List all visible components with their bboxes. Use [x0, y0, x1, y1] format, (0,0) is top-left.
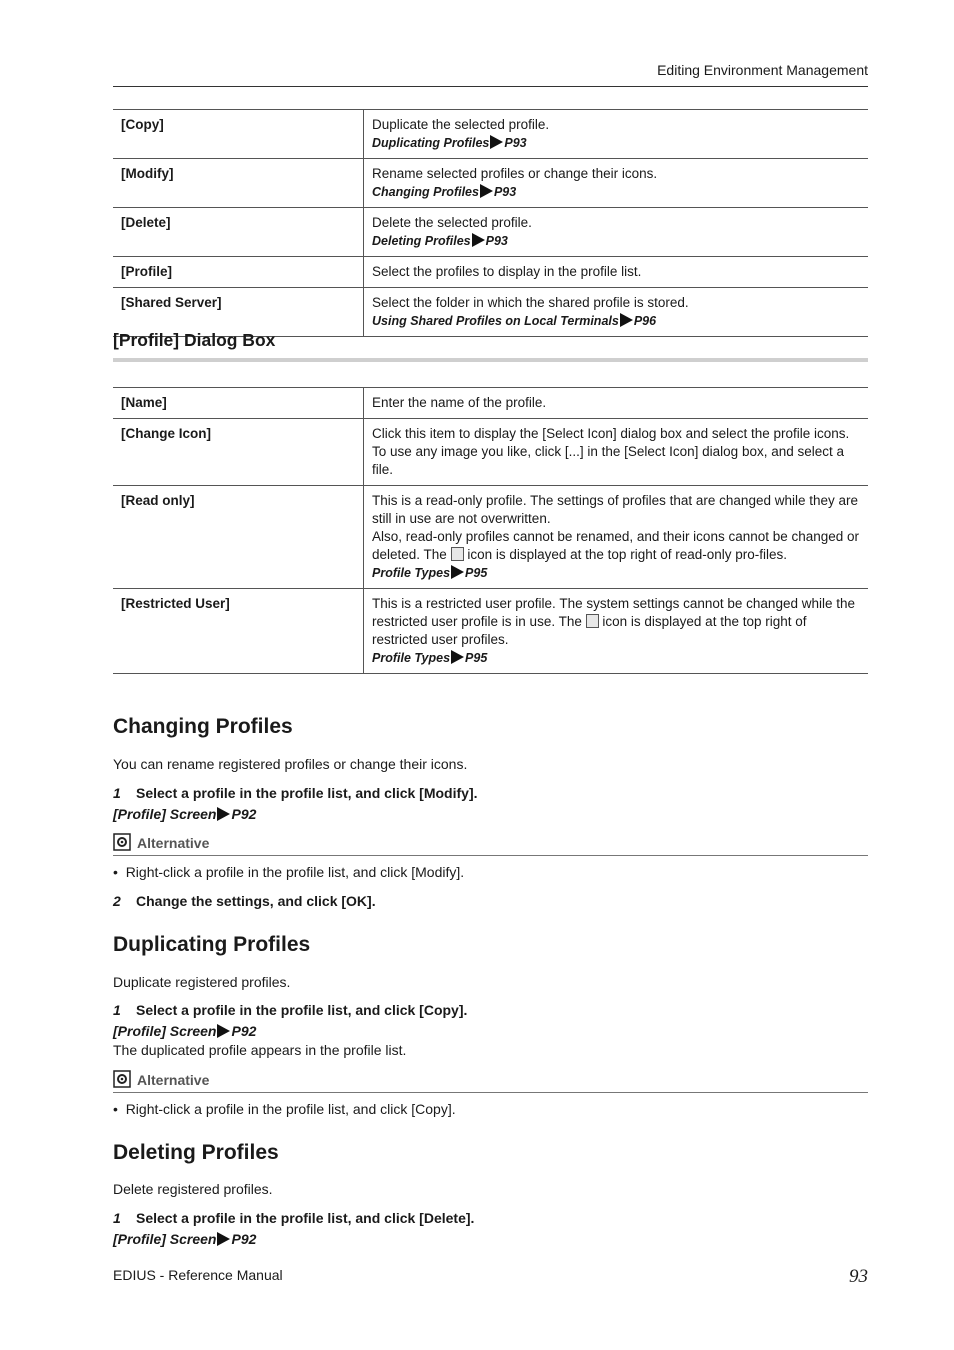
table-row: [113, 419, 868, 486]
table-row: [113, 589, 868, 674]
duplicating-profiles-heading: Duplicating Profiles: [113, 933, 311, 956]
read-only-icon: [451, 547, 464, 561]
desc-text: Enter the name of the profile.: [372, 395, 547, 410]
arrow-icon: [217, 807, 230, 821]
cross-reference[interactable]: Profile Types P95: [372, 651, 488, 665]
deleting-intro: Delete registered profiles.: [113, 1181, 273, 1197]
row-key: [Delete]: [113, 208, 364, 257]
desc-text: This is a read-only profile. The settings of profiles that are changed while they are still in use are not overwritten.: [372, 493, 859, 526]
deleting-profiles-heading: Deleting Profiles: [113, 1141, 279, 1164]
row-key: [Change Icon]: [113, 419, 364, 486]
row-key: [Name]: [113, 388, 364, 419]
arrow-icon: [217, 1232, 230, 1246]
desc-text: Select the profiles to display in the profile list.: [372, 264, 642, 279]
row-key: [Restricted User]: [113, 589, 364, 674]
table-row: [113, 110, 868, 159]
changing-profiles-heading: Changing Profiles: [113, 715, 293, 738]
cross-reference[interactable]: Duplicating Profiles P93: [372, 136, 527, 150]
changing-step-2: 2 Change the settings, and click [OK].: [113, 893, 376, 909]
gear-icon: [113, 833, 131, 851]
duplicating-note: The duplicated profile appears in the profile list.: [113, 1042, 407, 1058]
cross-reference[interactable]: Deleting Profiles P93: [372, 234, 508, 248]
list-item: • Right-click a profile in the profile list, and click [Modify].: [113, 864, 465, 880]
desc-text: To use any image you like, click [...] in the [Select Icon] dialog box, and select a file.: [372, 444, 845, 477]
row-key: [Profile]: [113, 257, 364, 288]
row-key: [Modify]: [113, 159, 364, 208]
desc-text: Also, read-only profiles cannot be renamed, and their icons cannot be changed or deleted. The icon is displayed at the top right of read-only pro-files.: [372, 529, 860, 562]
table-row: [113, 159, 868, 208]
row-desc: [364, 388, 869, 419]
row-desc: [364, 110, 869, 159]
arrow-icon: [490, 135, 503, 149]
cross-reference[interactable]: [Profile] Screen P92: [113, 1231, 257, 1247]
arrow-icon: [451, 565, 464, 579]
cross-reference[interactable]: Using Shared Profiles on Local Terminals P96: [372, 314, 657, 328]
desc-text: This is a restricted user profile. The system settings cannot be changed while the restricted user profile is in use. The icon is displayed at the top right of restricted user profiles.: [372, 596, 855, 647]
list-item: • Right-click a profile in the profile list, and click [Copy].: [113, 1101, 456, 1117]
header-rule: [113, 86, 868, 87]
page-number: 93: [849, 1266, 868, 1287]
section-bar: [113, 358, 868, 362]
desc-text: Delete the selected profile.: [372, 215, 532, 230]
profile-buttons-table: [113, 109, 868, 337]
row-key: [Shared Server]: [113, 288, 364, 337]
arrow-icon: [620, 313, 633, 327]
table-row: [113, 388, 868, 419]
dialog-section-heading: [Profile] Dialog Box: [113, 330, 276, 350]
alternative-box: Alternative: [113, 1070, 868, 1093]
cross-reference[interactable]: Changing Profiles P93: [372, 185, 517, 199]
restricted-user-icon: [586, 614, 599, 628]
row-key: [Copy]: [113, 110, 364, 159]
duplicating-intro: Duplicate registered profiles.: [113, 974, 291, 990]
gear-icon: [113, 1070, 131, 1088]
row-desc: [364, 257, 869, 288]
arrow-icon: [472, 233, 485, 247]
deleting-step-1: 1 Select a profile in the profile list, and click [Delete].: [113, 1210, 475, 1226]
arrow-icon: [451, 650, 464, 664]
table-row: [113, 257, 868, 288]
arrow-icon: [217, 1024, 230, 1038]
running-header: Editing Environment Management: [657, 62, 868, 78]
changing-step-1: 1 Select a profile in the profile list, and click [Modify].: [113, 785, 478, 801]
dialog-options-table: [113, 387, 868, 674]
desc-text: Rename selected profiles or change their icons.: [372, 166, 658, 181]
table-row: [113, 208, 868, 257]
arrow-icon: [480, 184, 493, 198]
row-desc: [364, 589, 869, 674]
alternative-box: Alternative: [113, 833, 868, 856]
row-key: [Read only]: [113, 486, 364, 589]
table-row: [113, 486, 868, 589]
row-desc: [364, 159, 869, 208]
cross-reference[interactable]: Profile Types P95: [372, 566, 488, 580]
row-desc: [364, 208, 869, 257]
cross-reference[interactable]: [Profile] Screen P92: [113, 1023, 257, 1039]
row-desc: [364, 486, 869, 589]
changing-intro: You can rename registered profiles or change their icons.: [113, 756, 468, 772]
desc-text: Click this item to display the [Select Icon] dialog box and select the profile icons.: [372, 426, 850, 441]
row-desc: [364, 419, 869, 486]
footer-manual-title: EDIUS - Reference Manual: [113, 1267, 283, 1283]
row-desc: [364, 288, 869, 337]
duplicating-step-1: 1 Select a profile in the profile list, and click [Copy].: [113, 1002, 468, 1018]
desc-text: Duplicate the selected profile.: [372, 117, 550, 132]
desc-text: Select the folder in which the shared profile is stored.: [372, 295, 689, 310]
cross-reference[interactable]: [Profile] Screen P92: [113, 806, 257, 822]
